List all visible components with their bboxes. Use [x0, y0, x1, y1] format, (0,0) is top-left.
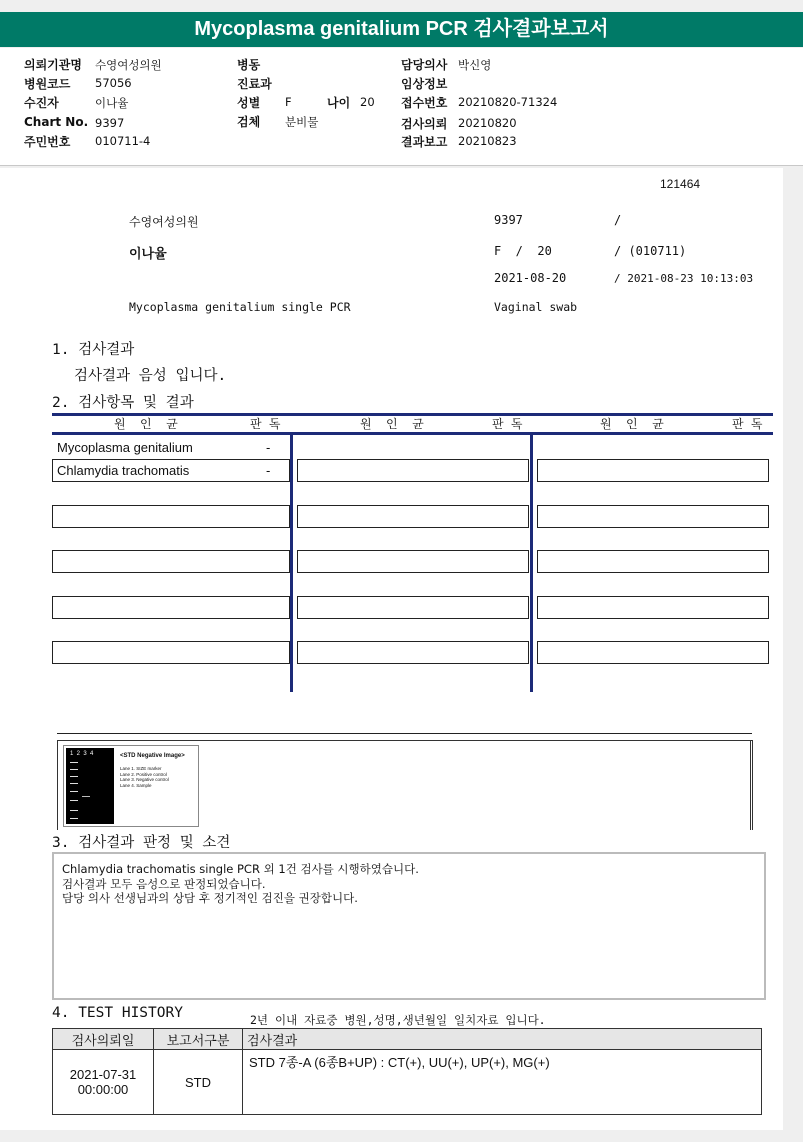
col1-judge-header: 판 독 — [250, 417, 281, 431]
col1-pathogen-header: 원 인 균 — [114, 417, 178, 431]
result-cell — [297, 459, 529, 482]
resident-no-value: 010711-4 — [95, 134, 151, 148]
result-cell — [297, 596, 529, 619]
gel-title: <STD Negative Image> — [120, 753, 185, 759]
hospital-label: 의뢰기관명 — [24, 58, 82, 72]
result-cell — [297, 550, 529, 573]
hospital-code-label: 병원코드 — [24, 77, 71, 91]
patient-value: 이나율 — [95, 96, 129, 110]
dept-label: 진료과 — [237, 77, 272, 91]
findings-line: 검사결과 모두 음성으로 판정되었습니다. — [62, 876, 266, 891]
section4-title: 4. TEST HISTORY — [52, 1005, 183, 1021]
column-divider-2 — [530, 432, 533, 692]
history-header-row — [53, 1029, 762, 1050]
section3-title: 3. 검사결과 판정 및 소견 — [52, 835, 231, 851]
result-cell — [537, 550, 769, 573]
request-date-value: 20210820 — [458, 116, 517, 130]
report-specimen: Vaginal swab — [494, 300, 578, 314]
items-header-rule — [52, 432, 773, 435]
result-cell — [537, 641, 769, 664]
item-name: Mycoplasma genitalium — [57, 440, 193, 455]
result-cell — [52, 459, 290, 482]
gel-image — [63, 745, 199, 827]
report-birth: / (010711) — [614, 244, 687, 258]
report-date-label: 결과보고 — [401, 135, 448, 149]
col2-pathogen-header: 원 인 균 — [360, 417, 424, 431]
history-date: 2021-07-31 — [69, 1067, 137, 1082]
report-hospital: 수영여성의원 — [129, 215, 199, 229]
receipt-no-label: 접수번호 — [401, 96, 448, 110]
clinical-info-label: 임상정보 — [401, 77, 448, 91]
gel-lane-numbers: 1 2 3 4 — [70, 751, 94, 757]
findings-line: 담당 의사 선생님과의 상담 후 정기적인 검진을 권장합니다. — [62, 891, 358, 905]
col3-judge-header: 판 독 — [732, 417, 763, 431]
gel-legend-item: Lane 2. Positive control — [120, 771, 167, 777]
history-col-result: 검사결과 — [243, 1029, 762, 1050]
gel-legend-item: Lane 3. Negative control — [120, 777, 169, 782]
report-sex-age: F / 20 — [494, 244, 552, 258]
sex-value: F — [285, 95, 292, 109]
ward-label: 병동 — [237, 58, 261, 72]
col2-judge-header: 판 독 — [492, 417, 523, 431]
section2-title: 2. 검사항목 및 결과 — [52, 395, 194, 411]
gel-lanes — [66, 748, 114, 824]
item-result: - — [266, 440, 271, 455]
section1-text: 검사결과 음성 입니다. — [74, 368, 227, 384]
report-header — [0, 48, 803, 166]
item-name: Chlamydia trachomatis — [57, 463, 190, 478]
section1-title: 1. 검사결과 — [52, 342, 135, 358]
history-result: STD 7종-A (6종B+UP) : CT(+), UU(+), UP(+), MG(+) — [243, 1050, 762, 1115]
request-date-label: 검사의뢰 — [401, 117, 448, 131]
gel-legend-item: Lane 1. SIZE marker — [120, 766, 162, 771]
hospital-value: 수영여성의원 — [95, 58, 162, 72]
history-col-type: 보고서구분 — [154, 1029, 243, 1050]
result-cell — [537, 596, 769, 619]
report-id: 121464 — [660, 177, 701, 191]
result-cell — [52, 505, 290, 528]
gel-frame-right — [750, 740, 751, 830]
chart-no-value: 9397 — [95, 116, 125, 130]
receipt-no-value: 20210820-71324 — [458, 95, 558, 109]
age-value: 20 — [360, 95, 375, 109]
doctor-label: 담당의사 — [401, 58, 448, 72]
col3-pathogen-header: 원 인 균 — [600, 417, 664, 431]
report-title: Mycoplasma genitalium PCR 검사결과보고서 — [0, 12, 803, 47]
report-request-date: 2021-08-20 — [494, 271, 567, 285]
history-table — [52, 1028, 762, 1115]
history-note: 2년 이내 자료중 병원,성명,생년월일 일치자료 입니다. — [250, 1013, 546, 1027]
findings-text — [62, 862, 419, 906]
history-type: STD — [154, 1050, 243, 1115]
chart-no-label: Chart No. — [24, 115, 89, 129]
gel-legend-item: Lane 4. Sample — [120, 782, 152, 788]
table-row — [53, 1050, 762, 1115]
image-top-rule — [57, 733, 752, 734]
report-slash: / — [614, 213, 622, 227]
resident-no-label: 주민번호 — [24, 135, 71, 149]
item-result: - — [266, 463, 271, 478]
result-cell — [52, 641, 290, 664]
findings-box — [52, 852, 766, 1000]
result-cell — [537, 505, 769, 528]
report-patient: 이나율 — [129, 247, 167, 262]
column-divider-1 — [290, 432, 293, 692]
report-datetime: / 2021-08-23 10:13:03 — [614, 272, 754, 285]
hospital-code-value: 57056 — [95, 76, 132, 90]
result-cell — [52, 550, 290, 573]
result-cell — [537, 459, 769, 482]
history-date-cell — [53, 1050, 154, 1115]
report-chart-no: 9397 — [494, 213, 523, 227]
specimen-label: 검체 — [237, 115, 261, 129]
result-cell — [52, 596, 290, 619]
specimen-value: 분비물 — [285, 115, 319, 129]
age-label: 나이 — [327, 96, 351, 110]
gel-legend — [120, 766, 169, 788]
patient-label: 수진자 — [24, 96, 59, 110]
findings-line: Chlamydia trachomatis single PCR 외 1건 검사를 시행하였습니다. — [62, 862, 419, 876]
report-test-name: Mycoplasma genitalium single PCR — [129, 300, 351, 314]
result-cell — [297, 505, 529, 528]
result-cell — [297, 641, 529, 664]
sex-label: 성별 — [237, 96, 261, 110]
doctor-value: 박신영 — [458, 58, 492, 72]
report-date-value: 20210823 — [458, 134, 517, 148]
history-time: 00:00:00 — [77, 1082, 129, 1097]
history-col-date: 검사의뢰일 — [53, 1029, 154, 1050]
